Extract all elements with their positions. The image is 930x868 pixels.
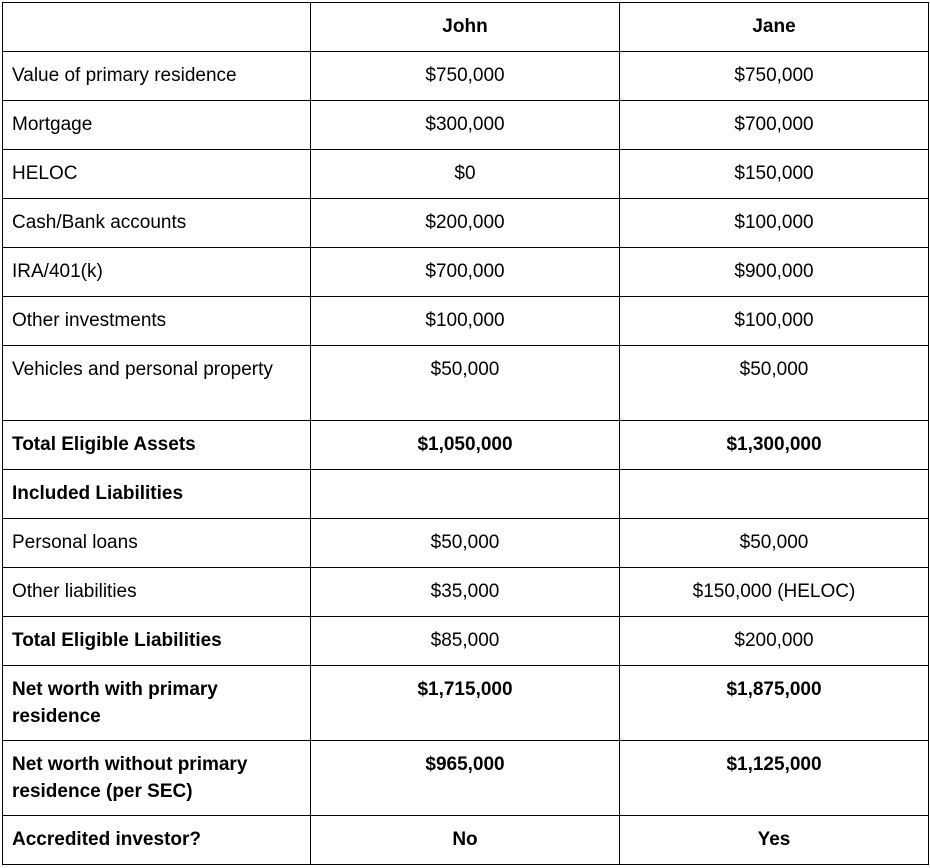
jane-value-cell: $50,000 <box>620 519 929 568</box>
row-label-cell: Mortgage <box>3 101 311 150</box>
row-label-cell: Personal loans <box>3 519 311 568</box>
row-label-cell: Other liabilities <box>3 568 311 617</box>
jane-value-cell: $1,300,000 <box>620 421 929 470</box>
john-value-cell: $35,000 <box>311 568 620 617</box>
john-value-cell: $1,050,000 <box>311 421 620 470</box>
john-value-cell <box>311 470 620 519</box>
header-cell-label <box>3 3 311 52</box>
table-row <box>3 741 929 816</box>
row-label-cell: IRA/401(k) <box>3 248 311 297</box>
john-value-cell: $85,000 <box>311 617 620 666</box>
jane-value-cell: Yes <box>620 816 929 865</box>
jane-value-cell: $900,000 <box>620 248 929 297</box>
jane-value-cell <box>620 470 929 519</box>
row-label-cell: Cash/Bank accounts <box>3 199 311 248</box>
row-label-cell: Vehicles and personal property <box>3 346 311 421</box>
jane-value-cell: $1,875,000 <box>620 666 929 741</box>
row-label-cell: HELOC <box>3 150 311 199</box>
jane-value-cell: $150,000 (HELOC) <box>620 568 929 617</box>
row-label-cell: Total Eligible Assets <box>3 421 311 470</box>
table-row <box>3 297 929 346</box>
john-value-cell: $965,000 <box>311 741 620 816</box>
table-row <box>3 617 929 666</box>
john-value-cell: $750,000 <box>311 52 620 101</box>
jane-value-cell: $200,000 <box>620 617 929 666</box>
john-value-cell: $50,000 <box>311 519 620 568</box>
table-row <box>3 150 929 199</box>
net-worth-table <box>2 2 929 865</box>
john-value-cell: $700,000 <box>311 248 620 297</box>
john-value-cell: No <box>311 816 620 865</box>
john-value-cell: $200,000 <box>311 199 620 248</box>
table-row <box>3 816 929 865</box>
jane-value-cell: $150,000 <box>620 150 929 199</box>
table-row <box>3 666 929 741</box>
row-label-cell: Accredited investor? <box>3 816 311 865</box>
header-row <box>3 3 929 52</box>
row-label-cell: Net worth without primary residence (per SEC) <box>3 741 311 816</box>
row-label-cell: Value of primary residence <box>3 52 311 101</box>
table-row <box>3 248 929 297</box>
table-row <box>3 519 929 568</box>
table-row <box>3 52 929 101</box>
row-label-cell: Other investments <box>3 297 311 346</box>
table-row <box>3 346 929 421</box>
row-label-cell: Net worth with primary residence <box>3 666 311 741</box>
john-value-cell: $50,000 <box>311 346 620 421</box>
row-label-cell: Total Eligible Liabilities <box>3 617 311 666</box>
john-value-cell: $300,000 <box>311 101 620 150</box>
table-row <box>3 421 929 470</box>
table-row <box>3 101 929 150</box>
jane-value-cell: $750,000 <box>620 52 929 101</box>
header-cell-jane: Jane <box>620 3 929 52</box>
table-row <box>3 470 929 519</box>
jane-value-cell: $700,000 <box>620 101 929 150</box>
table-body <box>3 3 929 865</box>
jane-value-cell: $1,125,000 <box>620 741 929 816</box>
jane-value-cell: $100,000 <box>620 297 929 346</box>
john-value-cell: $0 <box>311 150 620 199</box>
john-value-cell: $1,715,000 <box>311 666 620 741</box>
table-row <box>3 199 929 248</box>
john-value-cell: $100,000 <box>311 297 620 346</box>
jane-value-cell: $100,000 <box>620 199 929 248</box>
row-label-cell: Included Liabilities <box>3 470 311 519</box>
jane-value-cell: $50,000 <box>620 346 929 421</box>
header-cell-john: John <box>311 3 620 52</box>
table-row <box>3 568 929 617</box>
